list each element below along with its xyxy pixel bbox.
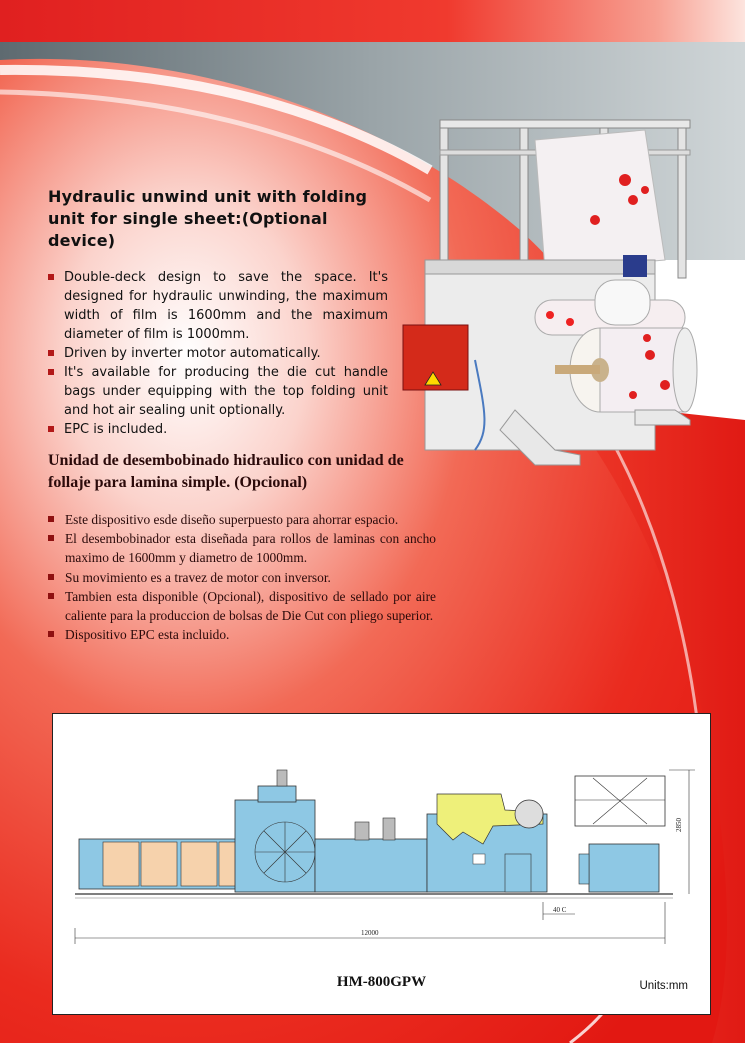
english-title: Hydraulic unwind unit with folding unit for single sheet:(Optional device)	[48, 187, 368, 250]
bullet-square-icon	[48, 274, 54, 280]
unwind-unit-photo	[395, 110, 705, 470]
english-description	[48, 186, 388, 439]
bullet-square-icon	[48, 516, 54, 522]
bullet-text: Tambien esta disponible (Opcional), dispositivo de sellado por aire caliente para la produccion de bolsas de Die Cut con pliego superior.	[65, 588, 436, 624]
length-dimension-label: 12000	[361, 929, 379, 937]
list-item	[48, 529, 436, 567]
bullet-square-icon	[48, 631, 54, 637]
bullet-text: Dispositivo EPC esta incluido.	[65, 627, 230, 643]
model-number: HM-800GPW	[336, 974, 427, 990]
bullet-text: EPC is included.	[64, 422, 168, 437]
bullet-square-icon	[48, 574, 54, 580]
list-item	[48, 625, 436, 644]
height-dimension-label: 2850	[675, 818, 683, 832]
machine-layout-drawing	[52, 713, 711, 1015]
bullet-square-icon	[48, 369, 54, 375]
spanish-title: Unidad de desembobinado hidraulico con unidad de follaje para lamina simple. (Opcional)	[48, 452, 404, 491]
top-red-banner	[0, 0, 745, 42]
units-label: Units:mm	[639, 980, 688, 992]
list-item	[48, 568, 436, 587]
bullet-text: Su movimiento es a travez de motor con inversor.	[65, 569, 331, 585]
bullet-text: El desembobinador esta diseñada para rollos de laminas con ancho maximo de 1600mm y diametro de 1000mm.	[65, 531, 436, 566]
bullet-square-icon	[48, 350, 54, 356]
list-item	[48, 268, 388, 344]
bullet-text: Driven by inverter motor automatically.	[64, 346, 321, 361]
bullet-square-icon	[48, 535, 54, 541]
list-item	[48, 510, 436, 529]
bullet-square-icon	[48, 593, 54, 599]
bullet-text: Double-deck design to save the space. It's designed for hydraulic unwinding, the maximum width of film is 1600mm and the maximum diameter of film is 1000mm.	[64, 270, 388, 342]
list-item	[48, 587, 436, 625]
bullet-square-icon	[48, 426, 54, 432]
bullet-text: It's available for producing the die cut handle bags under equipping with the top folding unit and hot air sealing unit optionally.	[64, 365, 388, 418]
bullet-text: Este dispositivo esde diseño superpuesto para ahorrar espacio.	[65, 512, 399, 527]
machine-layout-diagram	[53, 714, 710, 1014]
list-item	[48, 420, 388, 439]
spanish-description	[48, 450, 436, 644]
gap-dimension-label: 40 C	[553, 906, 567, 914]
list-item	[48, 363, 388, 420]
english-bullet-list	[48, 268, 388, 439]
spanish-bullet-list	[48, 510, 436, 644]
list-item	[48, 344, 388, 363]
